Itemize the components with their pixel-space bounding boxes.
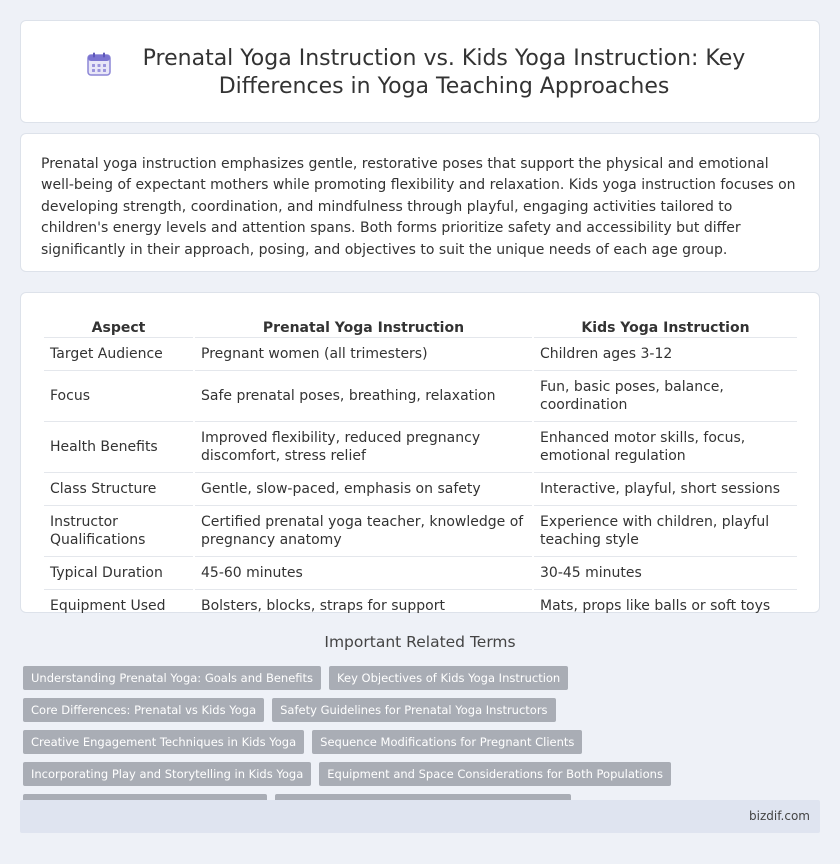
related-term-tag[interactable]: Safety Guidelines for Prenatal Yoga Instructors	[272, 698, 555, 722]
cell-prenatal: Gentle, slow-paced, emphasis on safety	[195, 473, 532, 506]
cell-aspect: Instructor Qualifications	[44, 506, 193, 557]
cell-kids: Interactive, playful, short sessions	[534, 473, 797, 506]
table-row	[44, 371, 797, 422]
table-row	[44, 506, 797, 557]
table-row	[44, 422, 797, 473]
page-title: Prenatal Yoga Instruction vs. Kids Yoga Instruction: Key Differences in Yoga Teaching Approaches	[142, 46, 746, 99]
cell-kids: Enhanced motor skills, focus, emotional regulation	[534, 422, 797, 473]
cell-prenatal: Improved flexibility, reduced pregnancy discomfort, stress relief	[195, 422, 532, 473]
cell-prenatal: 45-60 minutes	[195, 557, 532, 590]
header-card	[20, 20, 820, 123]
header-kids: Kids Yoga Instruction	[534, 313, 797, 338]
cell-aspect: Class Structure	[44, 473, 193, 506]
cell-kids: Fun, basic poses, balance, coordination	[534, 371, 797, 422]
related-term-tag[interactable]: Incorporating Play and Storytelling in Kids Yoga	[23, 762, 311, 786]
cell-aspect: Health Benefits	[44, 422, 193, 473]
header-prenatal: Prenatal Yoga Instruction	[195, 313, 532, 338]
related-term-tag[interactable]: Equipment and Space Considerations for Both Populations	[319, 762, 671, 786]
cell-aspect: Target Audience	[44, 338, 193, 371]
related-terms-title: Important Related Terms	[324, 633, 516, 651]
table-row	[44, 557, 797, 590]
cell-kids: Children ages 3-12	[534, 338, 797, 371]
related-term-tag[interactable]: Creative Engagement Techniques in Kids Yoga	[23, 730, 304, 754]
related-term-tag[interactable]: Key Objectives of Kids Yoga Instruction	[329, 666, 568, 690]
cell-prenatal: Pregnant women (all trimesters)	[195, 338, 532, 371]
table-row	[44, 338, 797, 371]
calendar-icon	[86, 51, 112, 77]
site-brand[interactable]: bizdif.com	[749, 809, 810, 823]
cell-prenatal: Safe prenatal poses, breathing, relaxation	[195, 371, 532, 422]
cell-kids: Experience with children, playful teaching style	[534, 506, 797, 557]
cell-kids: Mats, props like balls or soft toys	[540, 598, 771, 614]
cell-kids: 30-45 minutes	[534, 557, 797, 590]
footer-bar	[20, 800, 820, 833]
table-row	[44, 473, 797, 506]
related-term-tag[interactable]: Core Differences: Prenatal vs Kids Yoga	[23, 698, 264, 722]
cell-prenatal: Certified prenatal yoga teacher, knowledge of pregnancy anatomy	[195, 506, 532, 557]
table-row	[44, 590, 797, 622]
table-header-row	[44, 313, 797, 338]
comparison-card	[20, 292, 820, 613]
cell-aspect: Focus	[44, 371, 193, 422]
intro-card	[20, 133, 820, 272]
cell-aspect: Typical Duration	[44, 557, 193, 590]
cell-prenatal: Bolsters, blocks, straps for support	[201, 598, 445, 614]
comparison-table	[42, 313, 799, 622]
header-aspect: Aspect	[44, 313, 193, 338]
related-term-tag[interactable]: Sequence Modifications for Pregnant Clients	[312, 730, 582, 754]
cell-aspect: Equipment Used	[50, 598, 166, 614]
related-term-tag[interactable]: Understanding Prenatal Yoga: Goals and Benefits	[23, 666, 321, 690]
header	[21, 21, 819, 101]
intro-paragraph: Prenatal yoga instruction emphasizes gentle, restorative poses that support the physical and emotional well-being of expectant mothers while promoting flexibility and relaxation. Kids yoga instruction focuses on developing strength, coordination, and mindfulness through playful, engaging activities tailored to children's energy levels and attention spans. Both forms prioritize safety and accessibility but differ significantly in their approach, posing, and objectives to suit the unique needs of each age group.	[41, 156, 796, 258]
